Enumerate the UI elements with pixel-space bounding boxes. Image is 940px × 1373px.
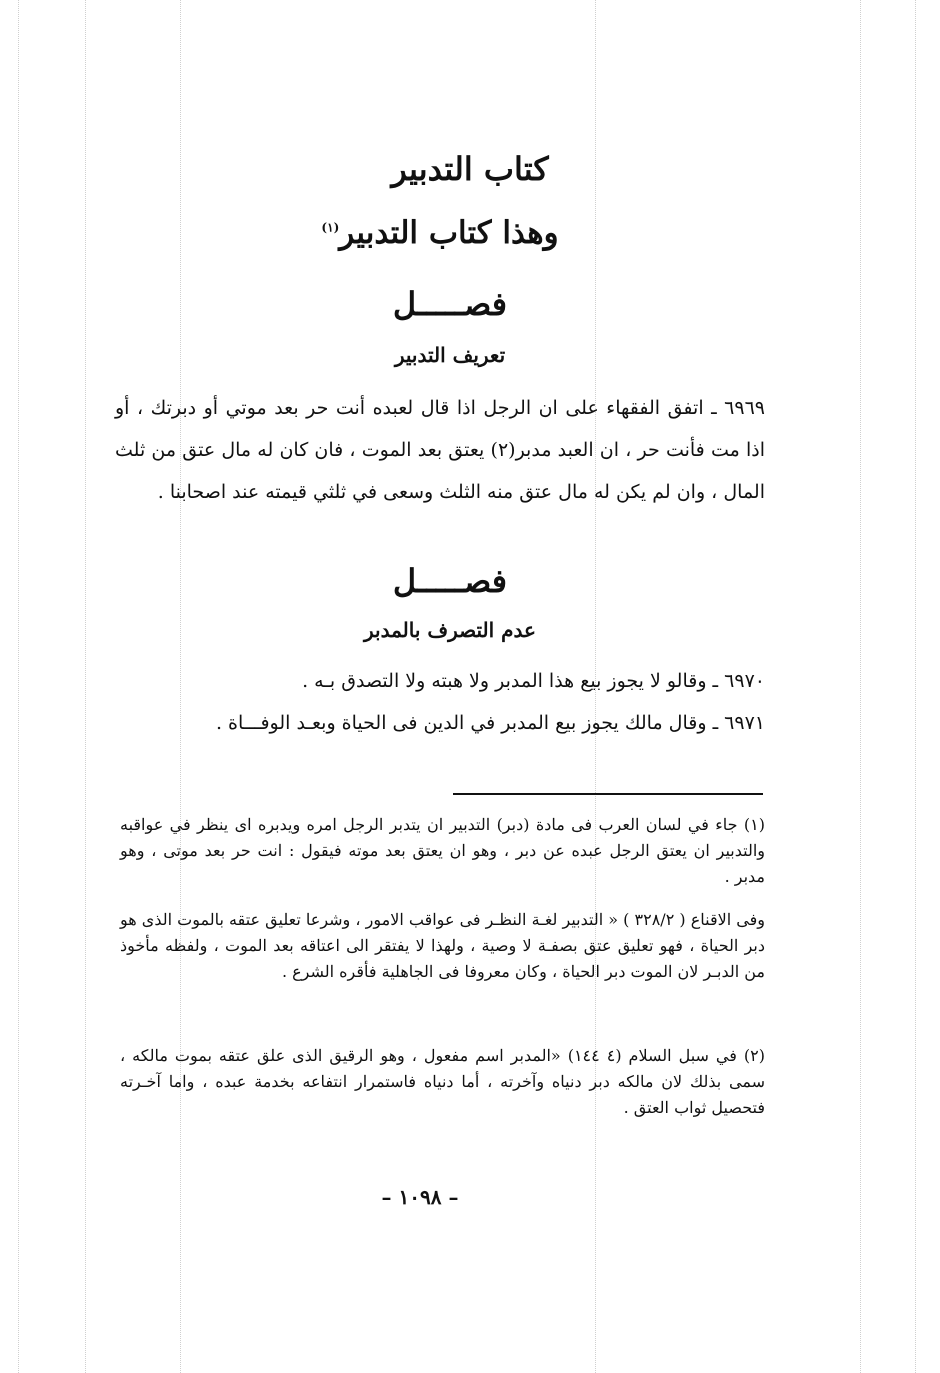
section-subheading: عدم التصرف بالمدبر bbox=[364, 618, 536, 642]
footnote-separator bbox=[453, 793, 763, 795]
paragraph-6971: ٦٩٧١ ـ وقال مالك يجوز بيع المدبر في الدين فى الحياة وبعـد الوفـــاة . bbox=[215, 712, 765, 734]
book-subtitle bbox=[0, 215, 910, 251]
paragraph-6970: ٦٩٧٠ ـ وقالو لا يجوز بيع هذا المدبر ولا هبته ولا التصدق بـه . bbox=[302, 670, 765, 692]
margin-guide bbox=[85, 0, 86, 1373]
footnote-1-continued: وفى الاقناع ( ٣٢٨/٢ ) « التدبير لغـة النظـر فى عواقب الامور ، وشرعا تعليق عتقه بالموت الذى هو دبر الحياة ، فهو تعليق عتق بصفـة لا وصية ، ولهذا لا يفتقر الى اعتاقه بعد الموت ، ولفظه مأخوذ من الدبـر لان الموت دبر الحياة ، وكان معروفا فى الجاهلية فأقره الشرع . bbox=[120, 910, 765, 981]
margin-guide bbox=[915, 0, 916, 1373]
section-subheading: تعريف التدبير bbox=[394, 343, 506, 367]
section-heading: فصـــــل bbox=[392, 285, 508, 323]
paragraph-6969: ٦٩٦٩ ـ اتفق الفقهاء على ان الرجل اذا قال لعبده أنت حر بعد موتي أو دبرتك ، أو اذا مت فأنت حر ، ان العبد مدبر(٢) يعتق بعد الموت ، فان كان له مال عتق من ثلث المال ، وان لم يكن له مال عتق منه الثلث وسعى في ثلثي قيمته عند اصحابنا . bbox=[115, 397, 765, 503]
footnote-2: (٢) في سبل السلام (٤ ١٤٤) «المدبر اسم مفعول ، وهو الرقيق الذى علق عتقه بموت مالكه ، سمى بذلك لان مالكه دبر دنياه وآخرته ، أما دنياه فاستمرار انتفاعه بخدمة عبده ، واما آخـرته فتحصيل ثواب العتق . bbox=[120, 1046, 765, 1117]
page-number: – ١٠٩٨ – bbox=[381, 1185, 459, 1209]
section-heading: فصـــــل bbox=[392, 562, 508, 600]
margin-guide bbox=[860, 0, 861, 1373]
footnote-ref: (١) bbox=[321, 220, 340, 235]
footnote-1: (١) جاء في لسان العرب فى مادة (دبر) التدبير ان يتدبر الرجل امره ويدبره اى ينظر في عواقبه والتدبير ان يعتق الرجل عبده عن دبر ، وهو ان يعتق بعد موته فيقول : انت حر بعد موتى ، وهو مدبر . bbox=[120, 815, 765, 886]
paragraphs-6970-6971 bbox=[115, 660, 765, 744]
subtitle-text: وهذا كتاب التدبير bbox=[339, 215, 559, 251]
book-title: كتاب التدبير bbox=[391, 150, 549, 188]
margin-guide bbox=[18, 0, 19, 1373]
